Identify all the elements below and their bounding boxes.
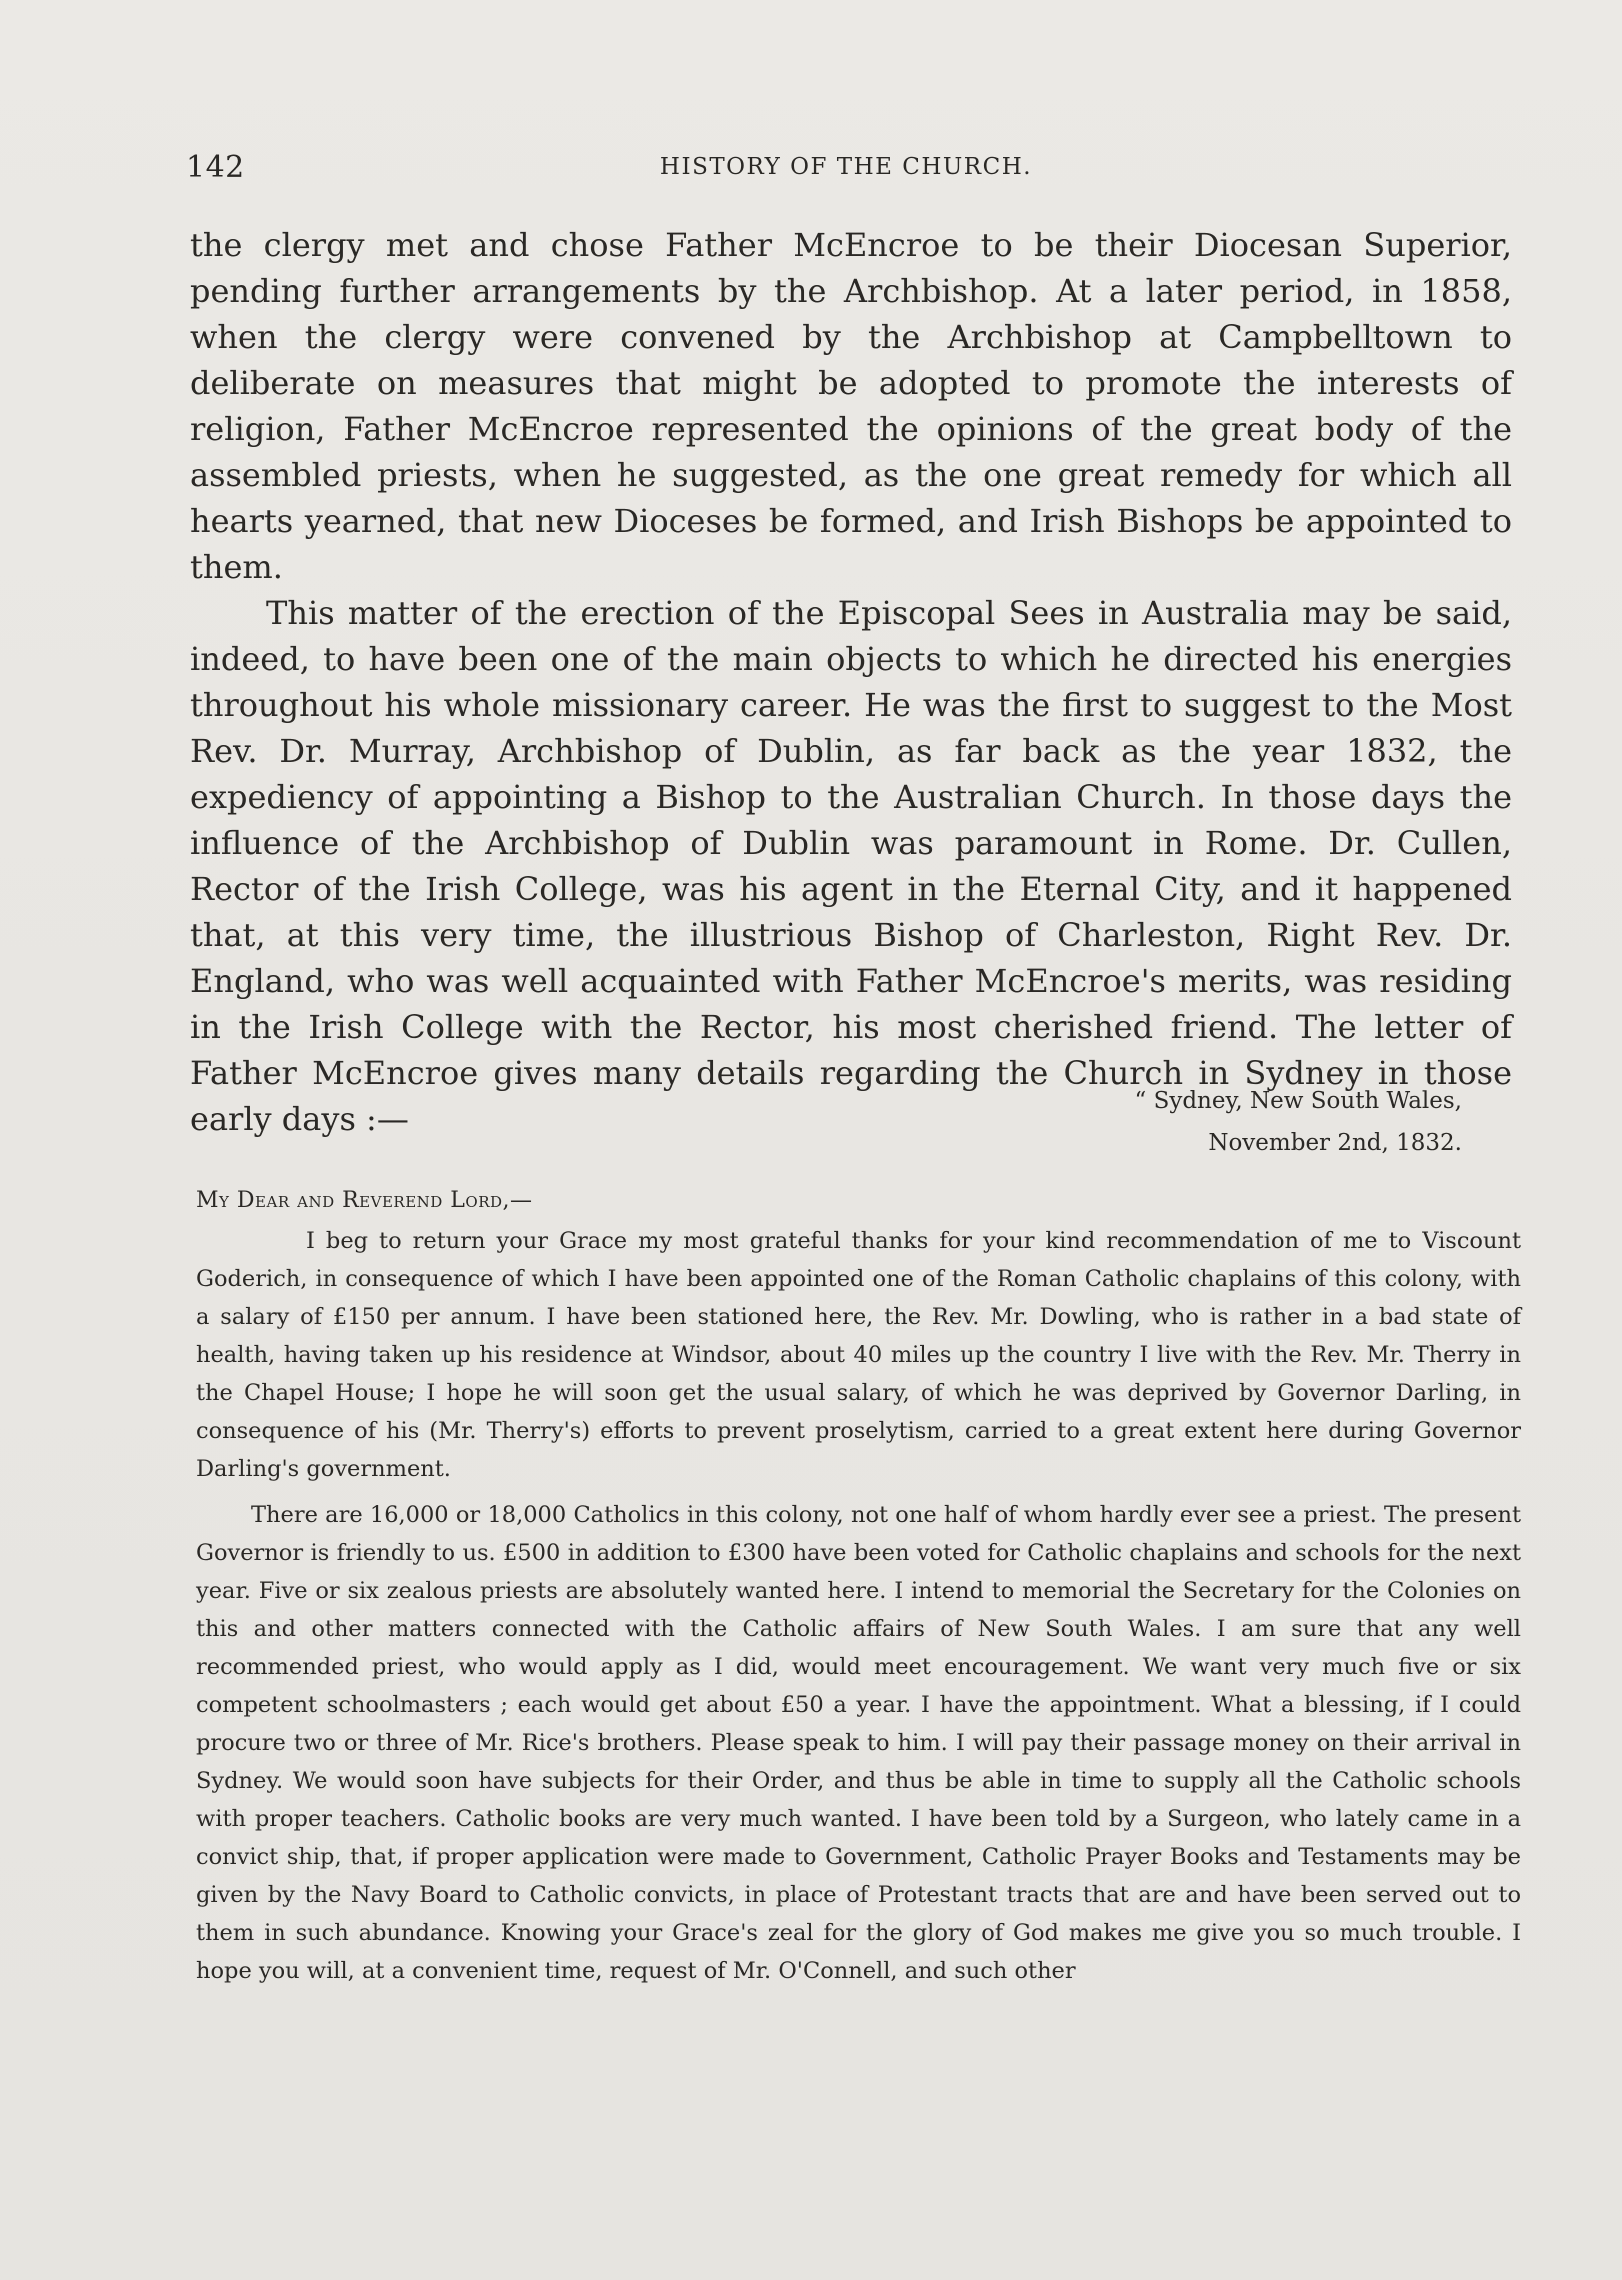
body-paragraph: This matter of the erection of the Episcopal Sees in Australia may be said, indeed, to have been one of the main objects to which he directed his energies throughout his whole missionary career. He was the first to suggest to the Most Rev. Dr. Murray, Archbishop of Dublin, as far back as the year 1832, the expediency of appointing a Bishop to the Australian Church. In those days the influence of the Archbishop of Dublin was paramount in Rome. Dr. Cullen, Rector of the Irish College, was his agent in the Eternal City, and it happened that, at this very time, the illustrious Bishop of Charleston, Right Rev. Dr. England, who was well acquainted with Father McEncroe's merits, was residing in the Irish College with the Rector, his most cherished friend. The letter of Father McEncroe gives many details regarding the Church in Sydney in those early days :— <box>190 594 1512 1138</box>
salutation-text: My Dear and Reverend Lord,— <box>196 1188 533 1213</box>
letter-date: November 2nd, 1832. <box>1208 1130 1462 1156</box>
body-text <box>190 222 1512 1142</box>
letter-paragraph: There are 16,000 or 18,000 Catholics in this colony, not one half of whom hardly ever see a priest. The present Governor is friendly to us. £500 in addition to £300 have been voted for Catholic chaplains and schools for the next year. Five or six zealous priests are absolutely wanted here. I intend to memorial the Secretary for the Colonies on this and other matters connected with the Catholic affairs of New South Wales. I am sure that any well recommended priest, who would apply as I did, would meet encouragement. We want very much five or six competent schoolmasters ; each would get about £50 a year. I have the appointment. What a blessing, if I could procure two or three of Mr. Rice's brothers. Please speak to him. I will pay their passage money on their arrival in Sydney. We would soon have subjects for their Order, and thus be able in time to supply all the Catholic schools with proper teachers. Catholic books are very much wanted. I have been told by a Surgeon, who lately came in a convict ship, that, if proper application were made to Government, Catholic Prayer Books and Testaments may be given by the Navy Board to Catholic convicts, in place of Protestant tracts that are and have been served out to them in such abundance. Knowing your Grace's zeal for the glory of God makes me give you so much trouble. I hope you will, at a convenient time, request of Mr. O'Connell, and such other <box>196 1502 1521 1984</box>
page-number: 142 <box>186 150 245 185</box>
letter-paragraph: I beg to return your Grace my most grateful thanks for your kind recommendation of me to Viscount Goderich, in consequence of which I have been appointed one of the Roman Catholic chaplains of this colony, with a salary of £150 per annum. I have been stationed here, the Rev. Mr. Dowling, who is rather in a bad state of health, having taken up his residence at Windsor, about 40 miles up the country I live with the Rev. Mr. Therry in the Chapel House; I hope he will soon get the usual salary, of which he was deprived by Governor Darling, in consequence of his (Mr. Therry's) efforts to prevent proselytism, carried to a great extent here during Governor Darling's government. <box>196 1228 1521 1482</box>
running-title: HISTORY OF THE CHURCH. <box>659 154 1033 180</box>
letter-body <box>196 1222 1521 1998</box>
letter-salutation <box>196 1188 533 1213</box>
letter-place: “ Sydney, New South Wales, <box>1134 1088 1462 1114</box>
running-head <box>186 150 1506 190</box>
body-paragraph: the clergy met and chose Father McEncroe to be their Diocesan Superior, pending further arrangements by the Archbishop. At a later period, in 1858, when the clergy were convened by the Archbishop at Campbelltown to deliberate on measures that might be adopted to promote the interests of religion, Father McEncroe represented the opinions of the great body of the assembled priests, when he suggested, as the one great remedy for which all hearts yearned, that new Dioceses be formed, and Irish Bishops be appointed to them. <box>190 226 1512 586</box>
